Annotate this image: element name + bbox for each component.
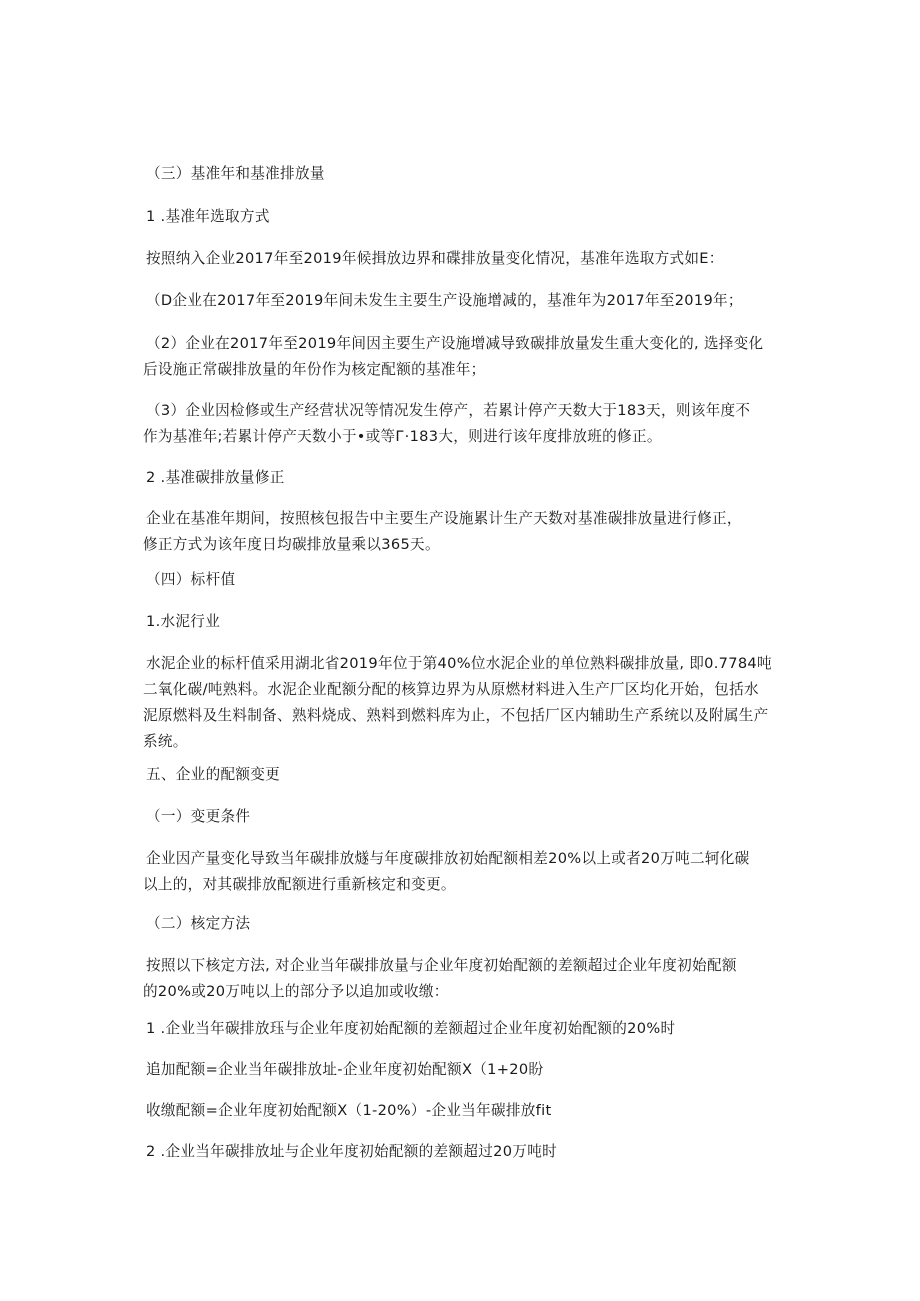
paragraph-conditions-line-1: 企业因产量变化导致当年碳排放燧与年度碳排放初始配额相差20%以上或者20万吨二轲化碳: [146, 850, 750, 867]
formula-addition: 追加配额=企业当年碳排放址-企业年度初始配额X（1+20盼: [146, 1061, 544, 1078]
paragraph-correction-line-1: 企业在基准年期间，按照核包报告中主要生产设施累计生产天数对基准碳排放量进行修正，: [146, 510, 742, 527]
paragraph-correction-line-2: 修正方式为该年度日均碳排放量乘以365天。: [143, 536, 440, 553]
heading-section-4: （四）标杆值: [146, 571, 236, 588]
paragraph-method: [143, 953, 737, 1005]
method-item-1: 1 .企业当年碳排放珏与企业年度初始配额的差额超过企业年度初始配额的20%时: [146, 1020, 676, 1037]
list-item-3-line-2: 作为基准年;若累计停产天数小于•或等Г·183大，则进行该年度排放班的修正。: [143, 428, 662, 445]
formula-collection: 收缴配额=企业年度初始配额X（1-20%）-企业当年碳排放fit: [146, 1102, 552, 1119]
paragraph-cement-line-2: 二氧化碳/吨熟料。水泥企业配额分配的核算边界为从原燃材料进入生产厂区均化开始，包括水: [143, 681, 759, 698]
list-item-3-line-1: （3）企业因检修或生产经营状况等情况发生停产，若累计停产天数大于183天，则该年度不: [146, 402, 751, 419]
paragraph-method-line-2: 的20%或20万吨以上的部分予以追加或收缴：: [143, 983, 449, 1000]
paragraph-correction: [143, 506, 742, 558]
heading-section-3: （三）基准年和基准排放量: [146, 165, 325, 182]
paragraph-cement: [143, 651, 772, 755]
list-item-2: [143, 331, 764, 383]
heading-5-2: （二）核定方法: [146, 915, 251, 932]
heading-3-1: 1 .基准年选取方式: [146, 208, 270, 225]
paragraph-cement-line-4: 系统。: [143, 733, 188, 750]
paragraph-method-line-1: 按照以下核定方法, 对企业当年碳排放量与企业年度初始配额的差额超过企业年度初始配额: [146, 957, 737, 974]
list-item-2-line-2: 后设施正常碳排放量的年份作为核定配额的基准年；: [143, 361, 486, 378]
list-item-1: （D企业在2017年至2019年间未发生主要生产设施增减的，基准年为2017年至2019年；: [146, 292, 743, 309]
paragraph-conditions-line-2: 以上的，对其碳排放配额进行重新核定和变更。: [143, 876, 456, 893]
heading-4-1: 1.水泥行业: [146, 613, 221, 630]
paragraph-cement-line-1: 水泥企业的标杆值采用湖北省2019年位于第40%位水泥企业的单位熟料碳排放量, 即0.7784吨: [146, 655, 772, 672]
heading-3-2: 2 .基准碳排放量修正: [146, 469, 285, 486]
list-item-3: [143, 398, 751, 450]
method-item-2: 2 .企业当年碳排放址与企业年度初始配额的差额超过20万吨时: [146, 1143, 557, 1160]
paragraph-cement-line-3: 泥原燃料及生料制备、熟料烧成、熟料到燃料库为止，不包括厂区内辅助生产系统以及附属生产: [143, 707, 769, 724]
paragraph-selection: 按照纳入企业2017年至2019年候揖放边界和碟排放量变化情况，基准年选取方式如E：: [146, 250, 724, 267]
paragraph-conditions: [143, 846, 750, 898]
heading-5-1: （一）变更条件: [146, 808, 251, 825]
heading-section-5: 五、企业的配额变更: [146, 766, 281, 783]
list-item-2-line-1: （2）企业在2017年至2019年间因主要生产设施增减导致碳排放量发生重大变化的, 选择变化: [146, 335, 764, 352]
